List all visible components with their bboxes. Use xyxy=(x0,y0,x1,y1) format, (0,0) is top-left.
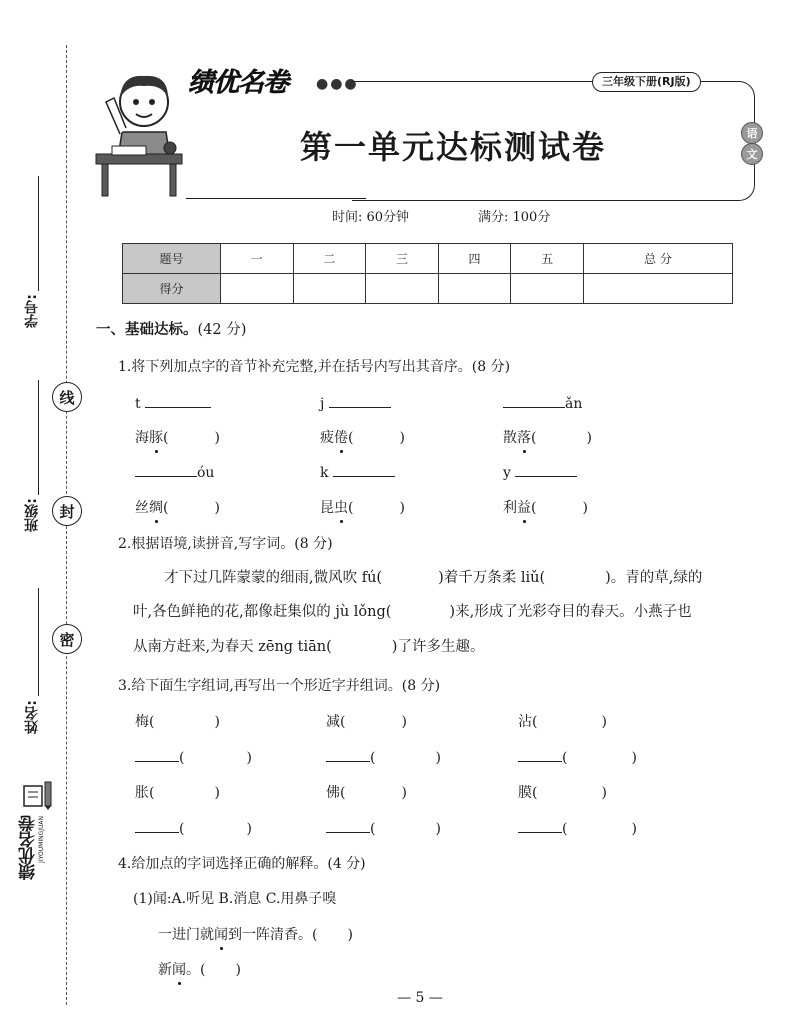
dotted-char: 闻 xyxy=(172,959,186,979)
paren-close: ) xyxy=(246,821,252,837)
score-table-cell: 得分 xyxy=(123,274,221,304)
score-input-cell[interactable] xyxy=(511,274,584,304)
name-line xyxy=(38,588,39,696)
char-item xyxy=(326,782,407,802)
paren-open: ( xyxy=(340,714,346,730)
pinyin-prefix: t xyxy=(135,396,141,412)
paren-open: ( xyxy=(179,821,185,837)
word-char: 散 xyxy=(503,430,517,446)
pinyin-blank[interactable] xyxy=(145,393,211,408)
side-logo-pinyin: JIYOUMINGJUAN xyxy=(38,816,45,863)
q1-prompt: 1.将下列加点字的音节补充完整,并在括号内写出其音序。(8 分) xyxy=(118,359,511,375)
similar-char-blank[interactable] xyxy=(326,747,370,762)
subject-char-1: 语 xyxy=(741,122,763,144)
class-line xyxy=(38,380,39,495)
dotted-char: 倦 xyxy=(334,427,348,447)
similar-char-blank[interactable] xyxy=(135,818,179,833)
similar-char-item xyxy=(326,818,441,837)
pinyin-blank-item xyxy=(320,393,391,412)
passage-text: 才下过几阵蒙蒙的细雨,微风吹 fú( xyxy=(164,570,383,586)
word-item xyxy=(320,497,405,517)
grade-badge: 三年级下册(RJ版) xyxy=(592,72,701,92)
score-input-cell[interactable] xyxy=(293,274,366,304)
pinyin-blank-item xyxy=(503,393,582,412)
paren-open: ( xyxy=(179,750,185,766)
pinyin-blank[interactable] xyxy=(329,393,391,408)
paren-close: ) xyxy=(246,750,252,766)
q4-sentence-1 xyxy=(158,924,353,944)
sentence-text: 到一阵清香。( xyxy=(228,927,318,943)
similar-char-blank[interactable] xyxy=(326,818,370,833)
section1-heading xyxy=(96,318,246,339)
char-item xyxy=(326,711,407,731)
paren-close: ) xyxy=(401,714,407,730)
dotted-char: 绸 xyxy=(149,497,163,517)
pinyin-blank[interactable] xyxy=(515,462,577,477)
passage-text: )。青的草,绿的 xyxy=(605,570,703,586)
char-item xyxy=(518,711,607,731)
student-id-line xyxy=(38,176,39,291)
paren-close: ) xyxy=(631,750,637,766)
full-score-label: 满分: 100分 xyxy=(478,210,551,225)
paren-close: ) xyxy=(214,430,220,446)
dotted-char: 落 xyxy=(517,427,531,447)
page-number: — 5 — xyxy=(397,990,443,1006)
word-item xyxy=(135,427,220,447)
similar-char-item xyxy=(135,747,252,766)
section1-title: 一、基础达标。 xyxy=(96,322,198,338)
q2-passage-line3 xyxy=(133,629,763,665)
paren-close: ) xyxy=(601,714,607,730)
paren-open: ( xyxy=(370,821,376,837)
similar-char-item xyxy=(518,747,637,766)
paren-close: ) xyxy=(586,430,592,446)
passage-text: 从南方赶来,为春天 zēng tiān( xyxy=(133,639,332,655)
score-table-header-row xyxy=(123,244,733,274)
time-label: 时间: 60分钟 xyxy=(332,210,410,225)
exam-title: 第一单元达标测试卷 xyxy=(300,128,607,166)
char: 佛 xyxy=(326,785,340,801)
word-char: 疲 xyxy=(320,430,334,446)
dotted-char: 闻 xyxy=(214,924,228,944)
pinyin-blank-item xyxy=(135,393,211,412)
word-item xyxy=(135,497,220,517)
score-input-cell[interactable] xyxy=(221,274,294,304)
word-item xyxy=(503,427,592,447)
score-table-score-row xyxy=(123,274,733,304)
score-table-cell: 二 xyxy=(293,244,366,274)
paren-close: ) xyxy=(399,430,405,446)
q4-sub1-options: (1)闻:A.听见 B.消息 C.用鼻子嗅 xyxy=(133,891,337,907)
paren-close: ) xyxy=(214,785,220,801)
char: 胀 xyxy=(135,785,149,801)
seal-seal-char: 封 xyxy=(52,496,82,526)
book-pencil-icon xyxy=(22,780,66,810)
paren-close: ) xyxy=(347,927,353,943)
student-id-label: 学号: xyxy=(24,294,40,328)
score-table-cell: 五 xyxy=(511,244,584,274)
section1-points: (42 分) xyxy=(197,322,247,338)
paren-close: ) xyxy=(582,500,588,516)
similar-char-item xyxy=(135,818,252,837)
score-input-cell[interactable] xyxy=(366,274,439,304)
pinyin-prefix: k xyxy=(320,465,329,481)
score-table-cell: 三 xyxy=(366,244,439,274)
side-logo xyxy=(10,780,54,890)
pinyin-blank[interactable] xyxy=(333,462,395,477)
q2-prompt: 2.根据语境,读拼音,写字词。(8 分) xyxy=(118,536,333,552)
student-at-desk-illustration xyxy=(92,62,187,202)
q3-prompt: 3.给下面生字组词,再写出一个形近字并组词。(8 分) xyxy=(118,678,441,694)
pinyin-blank[interactable] xyxy=(503,393,565,408)
paren-open: ( xyxy=(562,821,568,837)
paren-open: ( xyxy=(149,785,155,801)
similar-char-blank[interactable] xyxy=(518,818,562,833)
char-item xyxy=(518,782,607,802)
pinyin-prefix: y xyxy=(503,465,511,481)
paren-open: ( xyxy=(532,714,538,730)
name-label: 姓名: xyxy=(24,700,40,734)
passage-text: )着千万条柔 liǔ( xyxy=(438,570,546,586)
char: 沾 xyxy=(518,714,532,730)
sentence-text: 。( xyxy=(186,962,206,978)
score-table-cell: 一 xyxy=(221,244,294,274)
dotted-char: 益 xyxy=(517,497,531,517)
pinyin-blank-item xyxy=(135,462,214,481)
paren-open: ( xyxy=(348,500,354,516)
subject-char-2: 文 xyxy=(741,143,763,165)
paren-close: ) xyxy=(435,750,441,766)
pinyin-suffix: óu xyxy=(197,465,215,481)
class-label: 班级: xyxy=(24,498,40,532)
paren-close: ) xyxy=(401,785,407,801)
logo-dots: ●●● xyxy=(316,76,359,92)
similar-char-blank[interactable] xyxy=(518,747,562,762)
paren-open: ( xyxy=(562,750,568,766)
paren-open: ( xyxy=(163,500,169,516)
word-item xyxy=(503,497,588,517)
paren-open: ( xyxy=(370,750,376,766)
paren-open: ( xyxy=(348,430,354,446)
paren-open: ( xyxy=(531,500,537,516)
paren-close: ) xyxy=(631,821,637,837)
score-input-cell[interactable] xyxy=(438,274,511,304)
paren-close: ) xyxy=(399,500,405,516)
word-char: 昆 xyxy=(320,500,334,516)
score-table-cell: 题号 xyxy=(123,244,221,274)
char: 梅 xyxy=(135,714,149,730)
score-table xyxy=(122,243,733,304)
paren-close: ) xyxy=(435,821,441,837)
q2-passage-line2 xyxy=(133,594,763,630)
header-frame-bottom-extension xyxy=(186,198,366,199)
pinyin-blank-item xyxy=(503,462,577,481)
similar-char-item xyxy=(326,747,441,766)
dotted-char: 虫 xyxy=(334,497,348,517)
word-char: 利 xyxy=(503,500,517,516)
q2-passage-line1 xyxy=(164,560,764,596)
pinyin-blank-item xyxy=(320,462,395,481)
sentence-text: 新 xyxy=(158,962,172,978)
char-item xyxy=(135,711,220,731)
score-table-cell: 总 分 xyxy=(583,244,732,274)
similar-char-item xyxy=(518,818,637,837)
dotted-char: 豚 xyxy=(149,427,163,447)
score-table-cell: 四 xyxy=(438,244,511,274)
score-input-cell[interactable] xyxy=(583,274,732,304)
sentence-text: 一进门就 xyxy=(158,927,214,943)
char: 减 xyxy=(326,714,340,730)
similar-char-blank[interactable] xyxy=(135,747,179,762)
paren-open: ( xyxy=(149,714,155,730)
paren-close: ) xyxy=(214,500,220,516)
passage-text: )来,形成了光彩夺目的春天。小燕子也 xyxy=(449,604,692,620)
seal-secret-char: 密 xyxy=(52,624,82,654)
q4-sentence-2 xyxy=(158,959,241,979)
word-item xyxy=(320,427,405,447)
seal-line-char: 线 xyxy=(52,382,82,412)
paren-close: ) xyxy=(235,962,241,978)
paren-open: ( xyxy=(163,430,169,446)
word-char: 丝 xyxy=(135,500,149,516)
paren-open: ( xyxy=(532,785,538,801)
pinyin-suffix: ǎn xyxy=(565,396,583,412)
word-char: 海 xyxy=(135,430,149,446)
paren-close: ) xyxy=(601,785,607,801)
side-logo-text: 绩优名卷 xyxy=(19,816,39,880)
pinyin-blank[interactable] xyxy=(135,462,197,477)
char-item xyxy=(135,782,220,802)
paren-open: ( xyxy=(340,785,346,801)
passage-text: )了许多生趣。 xyxy=(391,639,485,655)
paren-open: ( xyxy=(531,430,537,446)
passage-text: 叶,各色鲜艳的花,都像赶集似的 jù lǒng( xyxy=(133,604,392,620)
brand-logo: 绩优名卷 xyxy=(188,68,289,98)
pinyin-prefix: j xyxy=(320,396,325,412)
char: 膜 xyxy=(518,785,532,801)
paren-close: ) xyxy=(214,714,220,730)
q4-prompt: 4.给加点的字词选择正确的解释。(4 分) xyxy=(118,856,366,872)
